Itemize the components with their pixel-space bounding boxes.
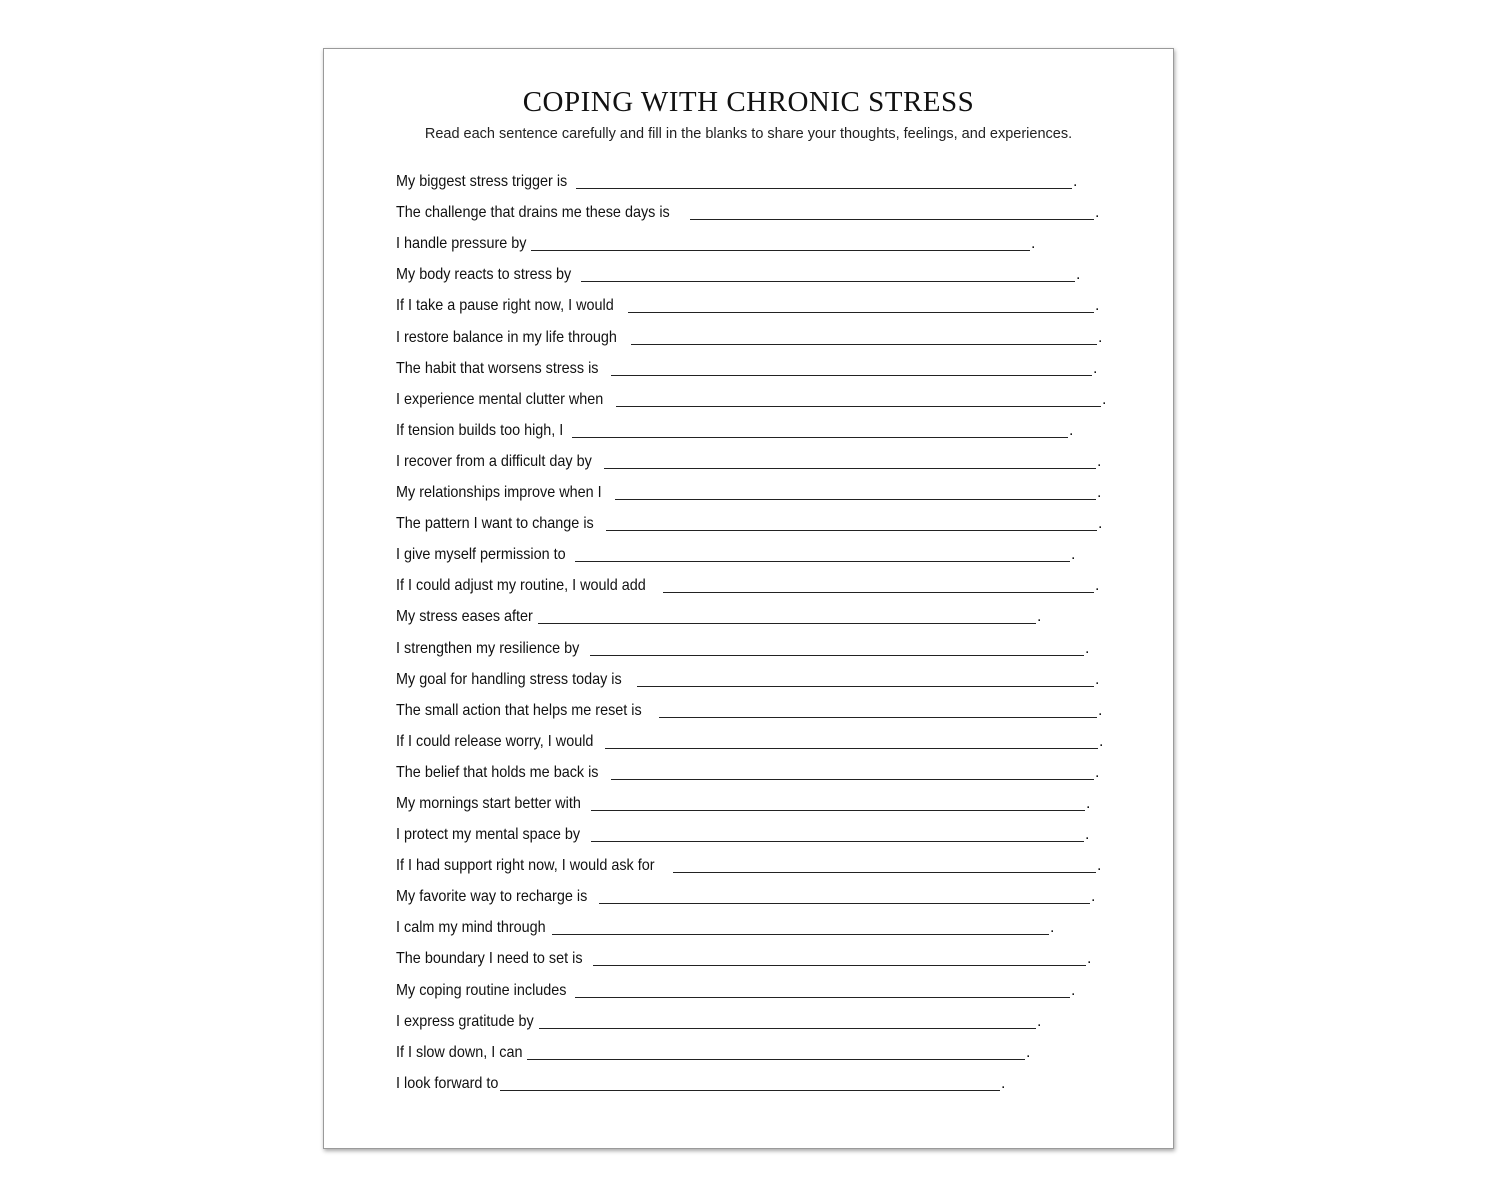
prompt-text: I protect my mental space by	[396, 826, 581, 844]
prompt-list	[396, 163, 1116, 1096]
sentence-period: .	[1095, 204, 1100, 222]
fill-in-blank[interactable]	[659, 699, 1097, 718]
prompt-row	[396, 692, 1116, 723]
fill-in-blank[interactable]	[606, 512, 1097, 531]
sentence-period: .	[1087, 950, 1092, 968]
prompt-row	[396, 381, 1116, 412]
prompt-row	[396, 629, 1116, 660]
sentence-period: .	[1085, 826, 1090, 844]
prompt-text: The small action that helps me reset is	[396, 701, 642, 719]
sentence-period: .	[1097, 857, 1102, 875]
sentence-period: .	[1097, 452, 1102, 470]
prompt-row	[396, 412, 1116, 443]
fill-in-blank[interactable]	[611, 357, 1092, 376]
prompt-row	[396, 661, 1116, 692]
sentence-period: .	[1037, 608, 1042, 626]
fill-in-blank[interactable]	[591, 823, 1084, 842]
prompt-row	[396, 474, 1116, 505]
fill-in-blank[interactable]	[575, 979, 1070, 998]
fill-in-blank[interactable]	[576, 170, 1072, 189]
fill-in-blank[interactable]	[615, 481, 1096, 500]
sentence-period: .	[1071, 981, 1076, 999]
prompt-row	[396, 256, 1116, 287]
prompt-row	[396, 287, 1116, 318]
prompt-text: My relationships improve when I	[396, 484, 602, 502]
prompt-row	[396, 505, 1116, 536]
sentence-period: .	[1085, 639, 1090, 657]
prompt-text: If I could adjust my routine, I would add	[396, 577, 646, 595]
prompt-row	[396, 194, 1116, 225]
sentence-period: .	[1086, 794, 1091, 812]
sentence-period: .	[1095, 670, 1100, 688]
prompt-text: If I slow down, I can	[396, 1043, 523, 1061]
prompt-text: If tension builds too high, I	[396, 421, 564, 439]
worksheet-instructions: Read each sentence carefully and fill in the blanks to share your thoughts, feelings, and experiences.	[424, 126, 1073, 142]
fill-in-blank[interactable]	[599, 885, 1090, 904]
sentence-period: .	[1097, 484, 1102, 502]
sentence-period: .	[1069, 421, 1074, 439]
prompt-row	[396, 1034, 1116, 1065]
prompt-text: I calm my mind through	[396, 919, 546, 937]
fill-in-blank[interactable]	[572, 419, 1068, 438]
prompt-text: The habit that worsens stress is	[396, 359, 599, 377]
sentence-period: .	[1095, 297, 1100, 315]
sentence-period: .	[1071, 546, 1076, 564]
fill-in-blank[interactable]	[581, 263, 1075, 282]
prompt-text: I express gratitude by	[396, 1012, 534, 1030]
prompt-text: I handle pressure by	[396, 235, 527, 253]
prompt-row	[396, 847, 1116, 878]
prompt-row	[396, 940, 1116, 971]
sentence-period: .	[1095, 763, 1100, 781]
sentence-period: .	[1095, 577, 1100, 595]
prompt-text: I experience mental clutter when	[396, 390, 604, 408]
prompt-text: My favorite way to recharge is	[396, 888, 588, 906]
fill-in-blank[interactable]	[552, 916, 1049, 935]
prompt-text: I look forward to	[396, 1074, 499, 1092]
prompt-text: My goal for handling stress today is	[396, 670, 622, 688]
fill-in-blank[interactable]	[611, 761, 1094, 780]
prompt-row	[396, 971, 1116, 1002]
prompt-text: If I could release worry, I would	[396, 732, 594, 750]
sentence-period: .	[1102, 390, 1107, 408]
prompt-row	[396, 318, 1116, 349]
prompt-text: If I take a pause right now, I would	[396, 297, 614, 315]
fill-in-blank[interactable]	[531, 232, 1030, 251]
fill-in-blank[interactable]	[673, 854, 1096, 873]
prompt-row	[396, 1003, 1116, 1034]
fill-in-blank[interactable]	[538, 605, 1036, 624]
prompt-text: The challenge that drains me these days is	[396, 204, 670, 222]
worksheet-title: COPING WITH CHRONIC STRESS	[522, 86, 975, 118]
prompt-text: The belief that holds me back is	[396, 763, 599, 781]
prompt-row	[396, 536, 1116, 567]
prompt-row	[396, 785, 1116, 816]
fill-in-blank[interactable]	[631, 326, 1097, 345]
sentence-period: .	[1098, 701, 1103, 719]
fill-in-blank[interactable]	[527, 1041, 1025, 1060]
prompt-text: My mornings start better with	[396, 794, 581, 812]
fill-in-blank[interactable]	[628, 294, 1094, 313]
fill-in-blank[interactable]	[690, 201, 1094, 220]
sentence-period: .	[1031, 235, 1036, 253]
prompt-row	[396, 225, 1116, 256]
prompt-row	[396, 350, 1116, 381]
fill-in-blank[interactable]	[616, 388, 1101, 407]
prompt-text: My stress eases after	[396, 608, 533, 626]
prompt-row	[396, 598, 1116, 629]
prompt-text: My coping routine includes	[396, 981, 567, 999]
sentence-period: .	[1098, 515, 1103, 533]
fill-in-blank[interactable]	[539, 1010, 1036, 1029]
fill-in-blank[interactable]	[637, 668, 1094, 687]
prompt-text: I recover from a difficult day by	[396, 452, 592, 470]
prompt-text: I restore balance in my life through	[396, 328, 617, 346]
prompt-row	[396, 816, 1116, 847]
prompt-text: My body reacts to stress by	[396, 266, 572, 284]
sentence-period: .	[1093, 359, 1098, 377]
prompt-row	[396, 878, 1116, 909]
prompt-text: I give myself permission to	[396, 546, 566, 564]
prompt-row	[396, 1065, 1116, 1096]
fill-in-blank[interactable]	[591, 792, 1085, 811]
sentence-period: .	[1098, 328, 1103, 346]
sentence-period: .	[1026, 1043, 1031, 1061]
prompt-text: I strengthen my resilience by	[396, 639, 580, 657]
sentence-period: .	[1001, 1074, 1006, 1092]
fill-in-blank[interactable]	[593, 947, 1086, 966]
prompt-row	[396, 443, 1116, 474]
fill-in-blank[interactable]	[604, 450, 1096, 469]
fill-in-blank[interactable]	[663, 574, 1094, 593]
sentence-period: .	[1091, 888, 1096, 906]
worksheet-page	[323, 48, 1174, 1149]
sentence-period: .	[1076, 266, 1081, 284]
fill-in-blank[interactable]	[605, 730, 1098, 749]
prompt-text: The pattern I want to change is	[396, 515, 594, 533]
prompt-row	[396, 723, 1116, 754]
prompt-row	[396, 567, 1116, 598]
sentence-period: .	[1099, 732, 1104, 750]
sentence-period: .	[1073, 173, 1078, 191]
prompt-text: If I had support right now, I would ask for	[396, 857, 655, 875]
fill-in-blank[interactable]	[590, 637, 1084, 656]
fill-in-blank[interactable]	[500, 1072, 1000, 1091]
fill-in-blank[interactable]	[575, 543, 1070, 562]
prompt-row	[396, 909, 1116, 940]
prompt-text: The boundary I need to set is	[396, 950, 583, 968]
prompt-row	[396, 163, 1116, 194]
sentence-period: .	[1037, 1012, 1042, 1030]
prompt-text: My biggest stress trigger is	[396, 173, 568, 191]
sentence-period: .	[1050, 919, 1055, 937]
prompt-row	[396, 754, 1116, 785]
